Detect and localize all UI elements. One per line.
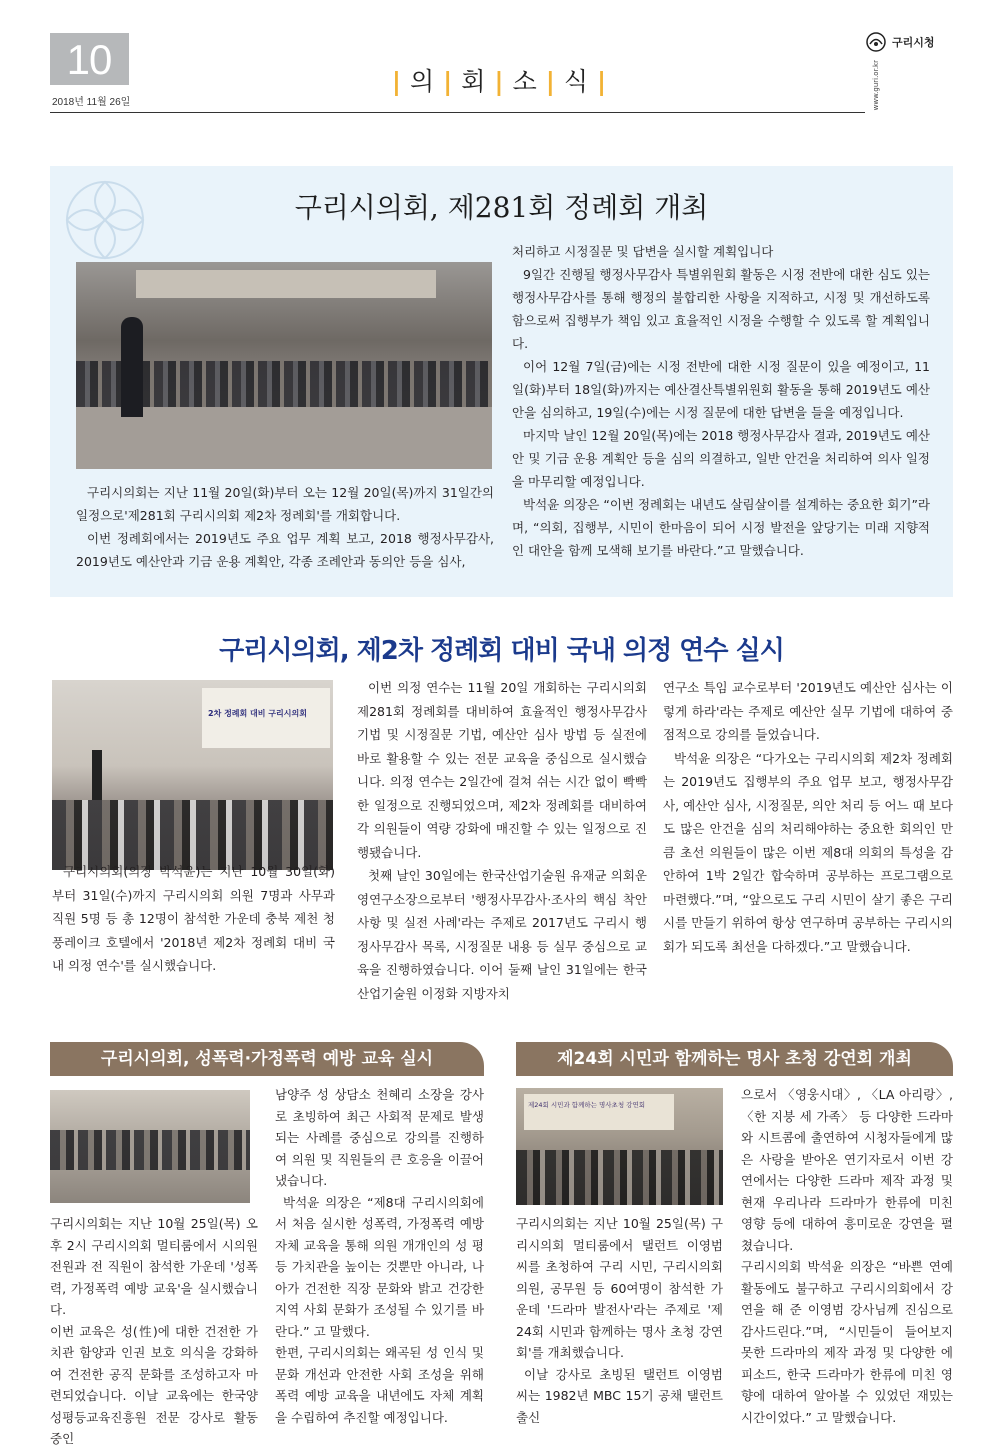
brand-name: 구리시청 (892, 36, 935, 49)
article3-left-column (50, 1213, 258, 1450)
article4-left-column (516, 1213, 723, 1428)
paragraph: 이번 교육은 성(性)에 대한 건전한 가치관 함양과 인권 보호 의식을 강화하여 건전한 공직 문화를 조성하고자 마련되었습니다. 이날 교육에는 한국양성평등교육진흥원 전문 강사로 활동 중인 (50, 1323, 258, 1446)
paragraph: 남양주 성 상담소 천혜리 소장을 강사로 초빙하여 최근 사회적 문제로 발생되는 사례를 중심으로 강의를 진행하여 의원 및 직원들의 큰 호응을 이끌어 냈습니다. (275, 1087, 484, 1188)
article1-title: 구리시의회, 제281회 정례회 개최 (294, 191, 709, 224)
article4-right-column (741, 1084, 953, 1428)
paragraph: 구리시의회는 지난 10월 25일(목) 오후 2시 구리시의회 멀티룸에서 시의원 전원과 전 직원이 참석한 가운데 '성폭력, 가정폭력 예방 교육'을 실시했습니다. (50, 1216, 258, 1317)
page-number: 10 (66, 36, 112, 83)
article2-photo (52, 680, 333, 870)
article1-photo (76, 262, 492, 469)
article2-col3 (663, 676, 953, 958)
section-char: 의 (409, 67, 437, 96)
paragraph: 박석윤 의장은 “다가오는 구리시의회 제2차 정례회는 2019년도 집행부의 주요 업무 보고, 행정사무감사, 예산안 심사, 시정질문, 의안 처리 등 어느 때 보다도 많은 안건을 심의 처리해야하는 중요한 회의인 만큼 초선 의원들이 많은 이번 제8대 의회의 특성을 감안하여 1박 2일간 합숙하며 공부하는 프로그램으로 마련했다.”며, “앞으로도 구리 시민이 살기 좋은 구리시를 만들기 위하여 항상 연구하며 공부하는 구리시의회가 되도록 최선을 다하겠다.”고 말했습니다. (663, 750, 953, 954)
article3-photo (50, 1090, 250, 1203)
paragraph: 이번 정례회에서는 2019년도 주요 업무 계획 보고, 2018 행정사무감사, 2019년도 예산안과 기금 운용 계획안, 각종 조례안과 동의안 등을 심사, (76, 531, 494, 569)
article2-banner-text: 2차 정례회 대비 구리시의회 (208, 709, 307, 718)
article4-photo (516, 1088, 723, 1205)
section-char: 회 (461, 67, 488, 96)
paragraph: 구리시의회 박석윤 의장은 “바쁜 연예 활동에도 불구하고 구리시의회에서 강연을 해 준 이영범 강사님께 진심으로 감사드린다.”며, “시민들이 들어보지 못한 드라마의 제작 과정 및 다양한 에피소드, 한국 드라마가 한류에 미친 영향에 대하여 알아볼 수 있었던 재밌는 시간이었다.” 고 말했습니다. (741, 1259, 953, 1425)
paragraph: 연구소 특임 교수로부터 '2019년도 예산안 심사는 이렇게 하라'라는 주제로 예산안 실무 기법에 대하여 중점적으로 강의를 들었습니다. (663, 680, 953, 742)
paragraph: 박석윤 의장은 “이번 정례회는 내년도 살림살이를 설계하는 중요한 회기”라며, “의회, 집행부, 시민이 한마음이 되어 시정 발전을 앞당기는 미래 지향적인 대안을 함께 모색해 보기를 바란다.”고 말했습니다. (512, 497, 930, 558)
paragraph: 구리시의회는 지난 11월 20일(화)부터 오는 12월 20일(목)까지 31일간의 일정으로'제281회 구리시의회 제2차 정례회'를 개회합니다. (76, 485, 494, 523)
article4-title: 제24회 시민과 함께하는 명사 초청 강연회 개최 (516, 1042, 953, 1076)
paragraph: 마지막 날인 12월 20일(목)에는 2018 행정사무감사 결과, 2019년도 예산안 및 기금 운용 계획안 등을 심의 의결하고, 일반 안건을 처리하여 의사 일정을 마무리할 예정입니다. (512, 428, 930, 489)
article2-title: 구리시의회, 제2차 정례회 대비 국내 의정 연수 실시 (219, 636, 784, 666)
paragraph: 구리시의회는 지난 10월 25일(목) 구리시의회 멀티룸에서 탤런트 이영범 씨를 초청하여 구리 시민, 구리시의회 의원, 공무원 등 60여명이 참석한 가운데 '드라마 발전사'라는 주제로 '제24회 시민과 함께하는 명사 초청 강연회'를 개최했습니다. (516, 1216, 723, 1360)
guri-logo-icon (866, 32, 886, 52)
paragraph: 박석윤 의장은 “제8대 구리시의회에서 처음 실시한 성폭력, 가정폭력 예방 자체 교육을 통해 의원 개개인의 성 평등 가치관을 높이는 것뿐만 아니라, 나아가 건전한 직장 문화와 밝고 건강한 지역 사회 문화가 조성될 수 있기를 바란다.” 고 말했다. (275, 1194, 484, 1339)
article2-col2 (357, 676, 647, 1005)
paragraph: 이어 12월 7일(금)에는 시정 전반에 대한 시정 질문이 있을 예정이고, 11일(화)부터 18일(화)까지는 예산결산특별위원회 활동을 통해 2019년도 예산안을 심의하고, 19일(수)에는 시정 질문에 대한 답변을 들을 예정입니다. (512, 359, 930, 420)
article3-right-column (275, 1084, 484, 1428)
paragraph: 이번 의정 연수는 11월 20일 개회하는 구리시의회 제281회 정례회를 대비하여 효율적인 행정사무감사 기법 및 시정질문 기법, 예산안 심사 방법 등 실전에 바로 활용할 수 있는 전문 교육을 중심으로 실시했습니다. 의정 연수는 2일간에 걸쳐 쉬는 시간 없이 빡빡한 일정으로 진행되었으며, 제2차 정례회를 대비하여 각 의원들이 역량 강화에 매진할 수 있는 일정으로 진행됐습니다. (357, 680, 647, 860)
paragraph: 9일간 진행될 행정사무감사 특별위원회 활동은 시정 전반에 대한 심도 있는 행정사무감사를 통해 행정의 불합리한 사항을 지적하고, 시정 및 개선하도록 함으로써 집행부가 책임 있고 효율적인 시정을 수행할 수 있도록 할 계획입니다. (512, 267, 930, 351)
paragraph: 처리하고 시정질문 및 답변을 실시할 계획입니다 (512, 244, 774, 259)
section-char: 식 (563, 67, 591, 96)
article3-title: 구리시의회, 성폭력·가정폭력 예방 교육 실시 (50, 1042, 484, 1076)
section-title: | 의 | 회 | 소 | 식 | (391, 67, 609, 96)
paragraph: 으로서 〈영웅시대〉, 〈LA 아리랑〉, 〈한 지붕 세 가족〉 등 다양한 드라마와 시트콤에 출연하여 시청자들에게 많은 사랑을 받아온 연기자로서 이번 강연에서는 다양한 드라마 제작 과정 및 현재 우리나라 드라마가 한류에 미친 영향 등에 대하여 흥미로운 강연을 펼쳤습니다. (741, 1087, 953, 1253)
issue-date: 2018년 11월 26일 (52, 97, 131, 108)
brand-url: www.guri.or.kr (872, 60, 880, 111)
paragraph: 한편, 구리시의회는 왜곡된 성 인식 및 문화 개선과 안전한 사회 조성을 위해 폭력 예방 교육을 내년에도 자체 계획을 수립하여 추진할 예정입니다. (275, 1345, 484, 1425)
paragraph: 첫째 날인 30일에는 한국산업기술원 유재균 의회운영연구소장으로부터 '행정사무감사·조사의 핵심 착안 사항 및 실전 사례'라는 주제로 2017년도 구리시 행정사무감사 목록, 시정질문 내용 등 실무 중심으로 교육을 진행하였습니다. 이어 둘째 날인 31일에는 한국산업기술원 이정화 지방자치 (357, 868, 647, 1001)
paragraph: 이날 강사로 초빙된 탤런트 이영범 씨는 1982년 MBC 15기 공채 탤런트 출신 (516, 1366, 723, 1425)
article2-col1 (52, 860, 335, 978)
header-rule (50, 112, 865, 113)
paragraph: 구리시의회(의장 박석윤)는 지난 10월 30일(화)부터 31일(수)까지 구리시의회 의원 7명과 사무과 직원 5명 등 총 12명이 참석한 가운데 충북 제천 청풍레이크 호텔에서 '2018년 제2차 정례회 대비 국내 의정 연수'를 실시했습니다. (52, 864, 335, 973)
article1-right-column (512, 240, 930, 562)
article4-banner-text: 제24회 시민과 함께하는 명사초청 강연회 (528, 1101, 645, 1109)
article1-left-column (76, 481, 494, 573)
section-char: 소 (512, 67, 539, 96)
